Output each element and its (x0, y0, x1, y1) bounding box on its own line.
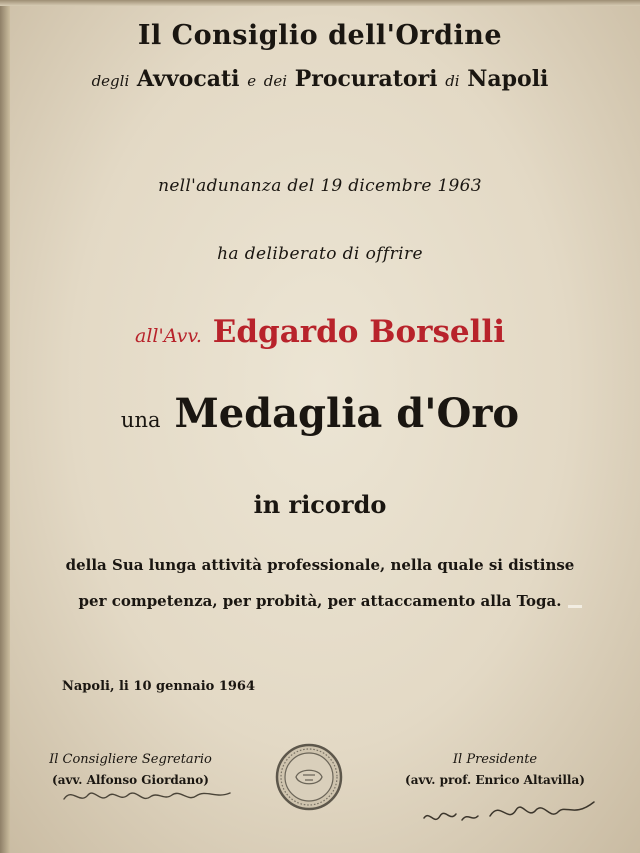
secretary-block (28, 752, 233, 787)
secretary-role: Il Consigliere Segretario (49, 752, 212, 767)
subtitle-degli: degli (91, 72, 130, 90)
secretary-name: (avv. Alfonso Giordano) (52, 773, 209, 787)
award-name: Medaglia d'Oro (174, 390, 520, 437)
award-line (0, 390, 640, 437)
president-block (400, 752, 590, 787)
paper-mark (568, 605, 582, 608)
subtitle-avvocati: Avvocati (136, 66, 240, 92)
reason-line-1: della Sua lunga attività professionale, nella quale si distinse (65, 556, 575, 574)
subtitle-napoli: Napoli (467, 66, 549, 92)
reason-line-2: per competenza, per probità, per attaccamento alla Toga. (78, 592, 562, 610)
subtitle-procuratori: Procuratori (294, 66, 438, 92)
council-subtitle (0, 66, 640, 92)
secretary-signature (60, 783, 235, 809)
recipient-prefix: all'Avv. (135, 325, 202, 347)
president-signature (420, 794, 600, 834)
recipient-name: Edgardo Borselli (212, 314, 505, 350)
memory-line: in ricordo (253, 490, 387, 519)
subtitle-dei: dei (263, 72, 288, 90)
recipient-line (0, 314, 640, 350)
award-prefix: una (120, 408, 161, 432)
council-title: Il Consiglio dell'Ordine (137, 20, 503, 51)
president-role: Il Presidente (452, 752, 538, 767)
council-seal (274, 742, 344, 812)
subtitle-e: e (247, 72, 257, 90)
meeting-date-line: nell'adunanza del 19 dicembre 1963 (158, 176, 482, 196)
subtitle-di: di (445, 72, 460, 90)
place-date: Napoli, li 10 gennaio 1964 (62, 679, 256, 694)
president-name: (avv. prof. Enrico Altavilla) (405, 773, 585, 787)
frame-top-edge (0, 0, 640, 6)
resolution-line: ha deliberato di offrire (217, 244, 423, 264)
